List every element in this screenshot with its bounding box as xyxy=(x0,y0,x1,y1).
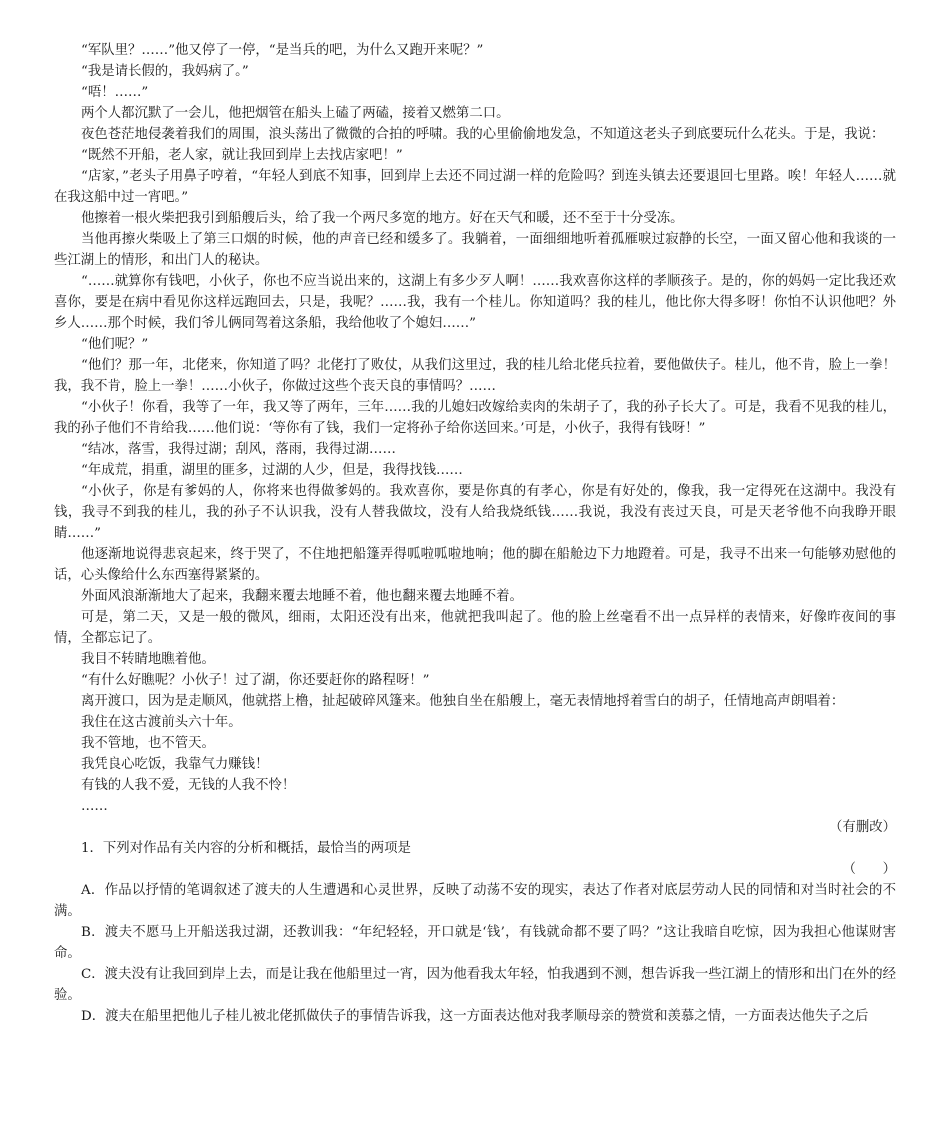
story-paragraph: 当他再擦火柴吸上了第三口烟的时候，他的声音已经和缓多了。我躺着，一面细细地听着孤雁唳过寂静的长空，一面又留心他和我谈的一些江湖上的情形，和出门人的秘诀。 xyxy=(54,232,896,268)
document-page xyxy=(54,40,896,1027)
story-paragraph: “军队里？……”他又停了一停，“是当兵的吧，为什么又跑开来呢？” xyxy=(81,43,484,58)
song-line: 我住在这古渡前头六十年。 xyxy=(81,715,242,730)
story-paragraph: “他们？那一年，北佬来，你知道了吗？北佬打了败仗，从我们这里过，我的桂儿给北佬兵拉着，要他做伕子。桂儿，他不肯，脸上一拳！我，我不肯，脸上一拳！……小伙子，你做过这些个丧天良的事情吗？…… xyxy=(54,358,896,394)
song-line: …… xyxy=(81,799,108,814)
story-paragraph: “年成荒，捐重，湖里的匪多，过湖的人少，但是，我得找钱…… xyxy=(81,463,463,478)
option-b: B．渡夫不愿马上开船送我过湖，还教训我：“年纪轻轻，开口就是‘钱’，有钱就命都不要了吗？”这让我暗自吃惊，因为我担心他谋财害命。 xyxy=(54,925,896,961)
question-stem: 1．下列对作品有关内容的分析和概括，最恰当的两项是 xyxy=(81,841,411,856)
story-paragraph: 他逐渐地说得悲哀起来，终于哭了，不住地把船篷弄得呱啦呱啦地响；他的脚在船舱边下力地蹬着。可是，我寻不出来一句能够劝慰他的话，心头像给什么东西塞得紧紧的。 xyxy=(54,547,896,583)
story-paragraph: 外面风浪渐渐地大了起来，我翻来覆去地睡不着，他也翻来覆去地睡不着。 xyxy=(81,589,523,604)
story-paragraph: “……就算你有钱吧，小伙子，你也不应当说出来的，这湖上有多少歹人啊！……我欢喜你这样的孝顺孩子。是的，你的妈妈一定比我还欢喜你，要是在病中看见你这样远跑回去，只是，我呢？……我，我有一个桂儿。你知道吗？我的桂儿，他比你大得多呀！你怕不认识他吧？外乡人……那个时候，我们爷儿俩同驾着这条船，我给他收了个媳妇……” xyxy=(54,274,896,331)
story-paragraph: “既然不开船，老人家，就让我回到岸上去找店家吧！” xyxy=(81,148,403,163)
story-paragraph: “店家，”老头子用鼻子哼着，“年轻人到底不知事，回到岸上去还不同过湖一样的危险吗？到连头镇去还要退回七里路。唉！年轻人……就在我这船中过一宵吧。” xyxy=(54,169,896,205)
answer-bracket: （ ） xyxy=(842,862,896,877)
story-paragraph: “我是请长假的，我妈病了。” xyxy=(81,64,249,79)
story-paragraph: 夜色苍茫地侵袭着我们的周围，浪头荡出了微微的合拍的呼啸。我的心里偷偷地发急，不知道这老头子到底要玩什么花头。于是，我说： xyxy=(81,127,885,142)
story-paragraph: “小伙子，你是有爹妈的人，你将来也得做爹妈的。我欢喜你，要是你真的有孝心，你是有好处的，像我，我一定得死在这湖中。我没有钱，我寻不到我的桂儿，我的孙子不认识我，没有人替我做坟，没有人给我烧纸钱……我说，我没有丧过天良，可是天老爷他不向我睁开眼睛……” xyxy=(54,484,896,541)
story-paragraph: 两个人都沉默了一会儿，他把烟管在船头上磕了两磕，接着又燃第二口。 xyxy=(81,106,510,121)
song-line: 有钱的人我不爱，无钱的人我不怜！ xyxy=(81,778,296,793)
story-paragraph: 离开渡口，因为是走顺风，他就搭上橹，扯起破碎风篷来。他独自坐在船艘上，毫无表情地捋着雪白的胡子，任情地高声朗唱着： xyxy=(81,694,845,709)
story-paragraph: “唔！……” xyxy=(81,85,149,100)
story-paragraph: “有什么好瞧呢？小伙子！过了湖，你还要赶你的路程呀！” xyxy=(81,673,430,688)
story-paragraph: “他们呢？” xyxy=(81,337,149,352)
song-line: 我凭良心吃饭，我靠气力赚钱！ xyxy=(81,757,269,772)
song-line: 我不管地，也不管天。 xyxy=(81,736,215,751)
story-paragraph: 可是，第二天，又是一般的微风，细雨，太阳还没有出来，他就把我叫起了。他的脸上丝毫看不出一点异样的表情来，好像昨夜间的事情，全都忘记了。 xyxy=(54,610,896,646)
option-d: D．渡夫在船里把他儿子桂儿被北佬抓做伕子的事情告诉我，这一方面表达他对我孝顺母亲的赞赏和羡慕之情，一方面表达他失子之后 xyxy=(81,1009,869,1024)
story-paragraph: “结冰，落雪，我得过湖；刮风，落雨，我得过湖…… xyxy=(81,442,396,457)
option-a: A．作品以抒情的笔调叙述了渡夫的人生遭遇和心灵世界，反映了动荡不安的现实，表达了作者对底层劳动人民的同情和对当时社会的不满。 xyxy=(54,883,896,919)
story-paragraph: 我目不转睛地瞧着他。 xyxy=(81,652,215,667)
story-paragraph: 他擦着一根火柴把我引到船艘后头，给了我一个两尺多宽的地方。好在天气和暖，还不至于十分受冻。 xyxy=(81,211,684,226)
option-c: C．渡夫没有让我回到岸上去，而是让我在他船里过一宵，因为他看我太年轻，怕我遇到不测，想告诉我一些江湖上的情形和出门在外的经验。 xyxy=(54,967,896,1003)
story-paragraph: “小伙子！你看，我等了一年，我又等了两年，三年……我的儿媳妇改嫁给卖肉的朱胡子了，我的孙子长大了。可是，我看不见我的桂儿，我的孙子他们不肯给我……他们说：‘等你有了钱，我们一定将孙子给你送回来。’可是，小伙子，我得有钱呀！” xyxy=(54,400,896,436)
source-note: （有删改） xyxy=(829,820,896,835)
